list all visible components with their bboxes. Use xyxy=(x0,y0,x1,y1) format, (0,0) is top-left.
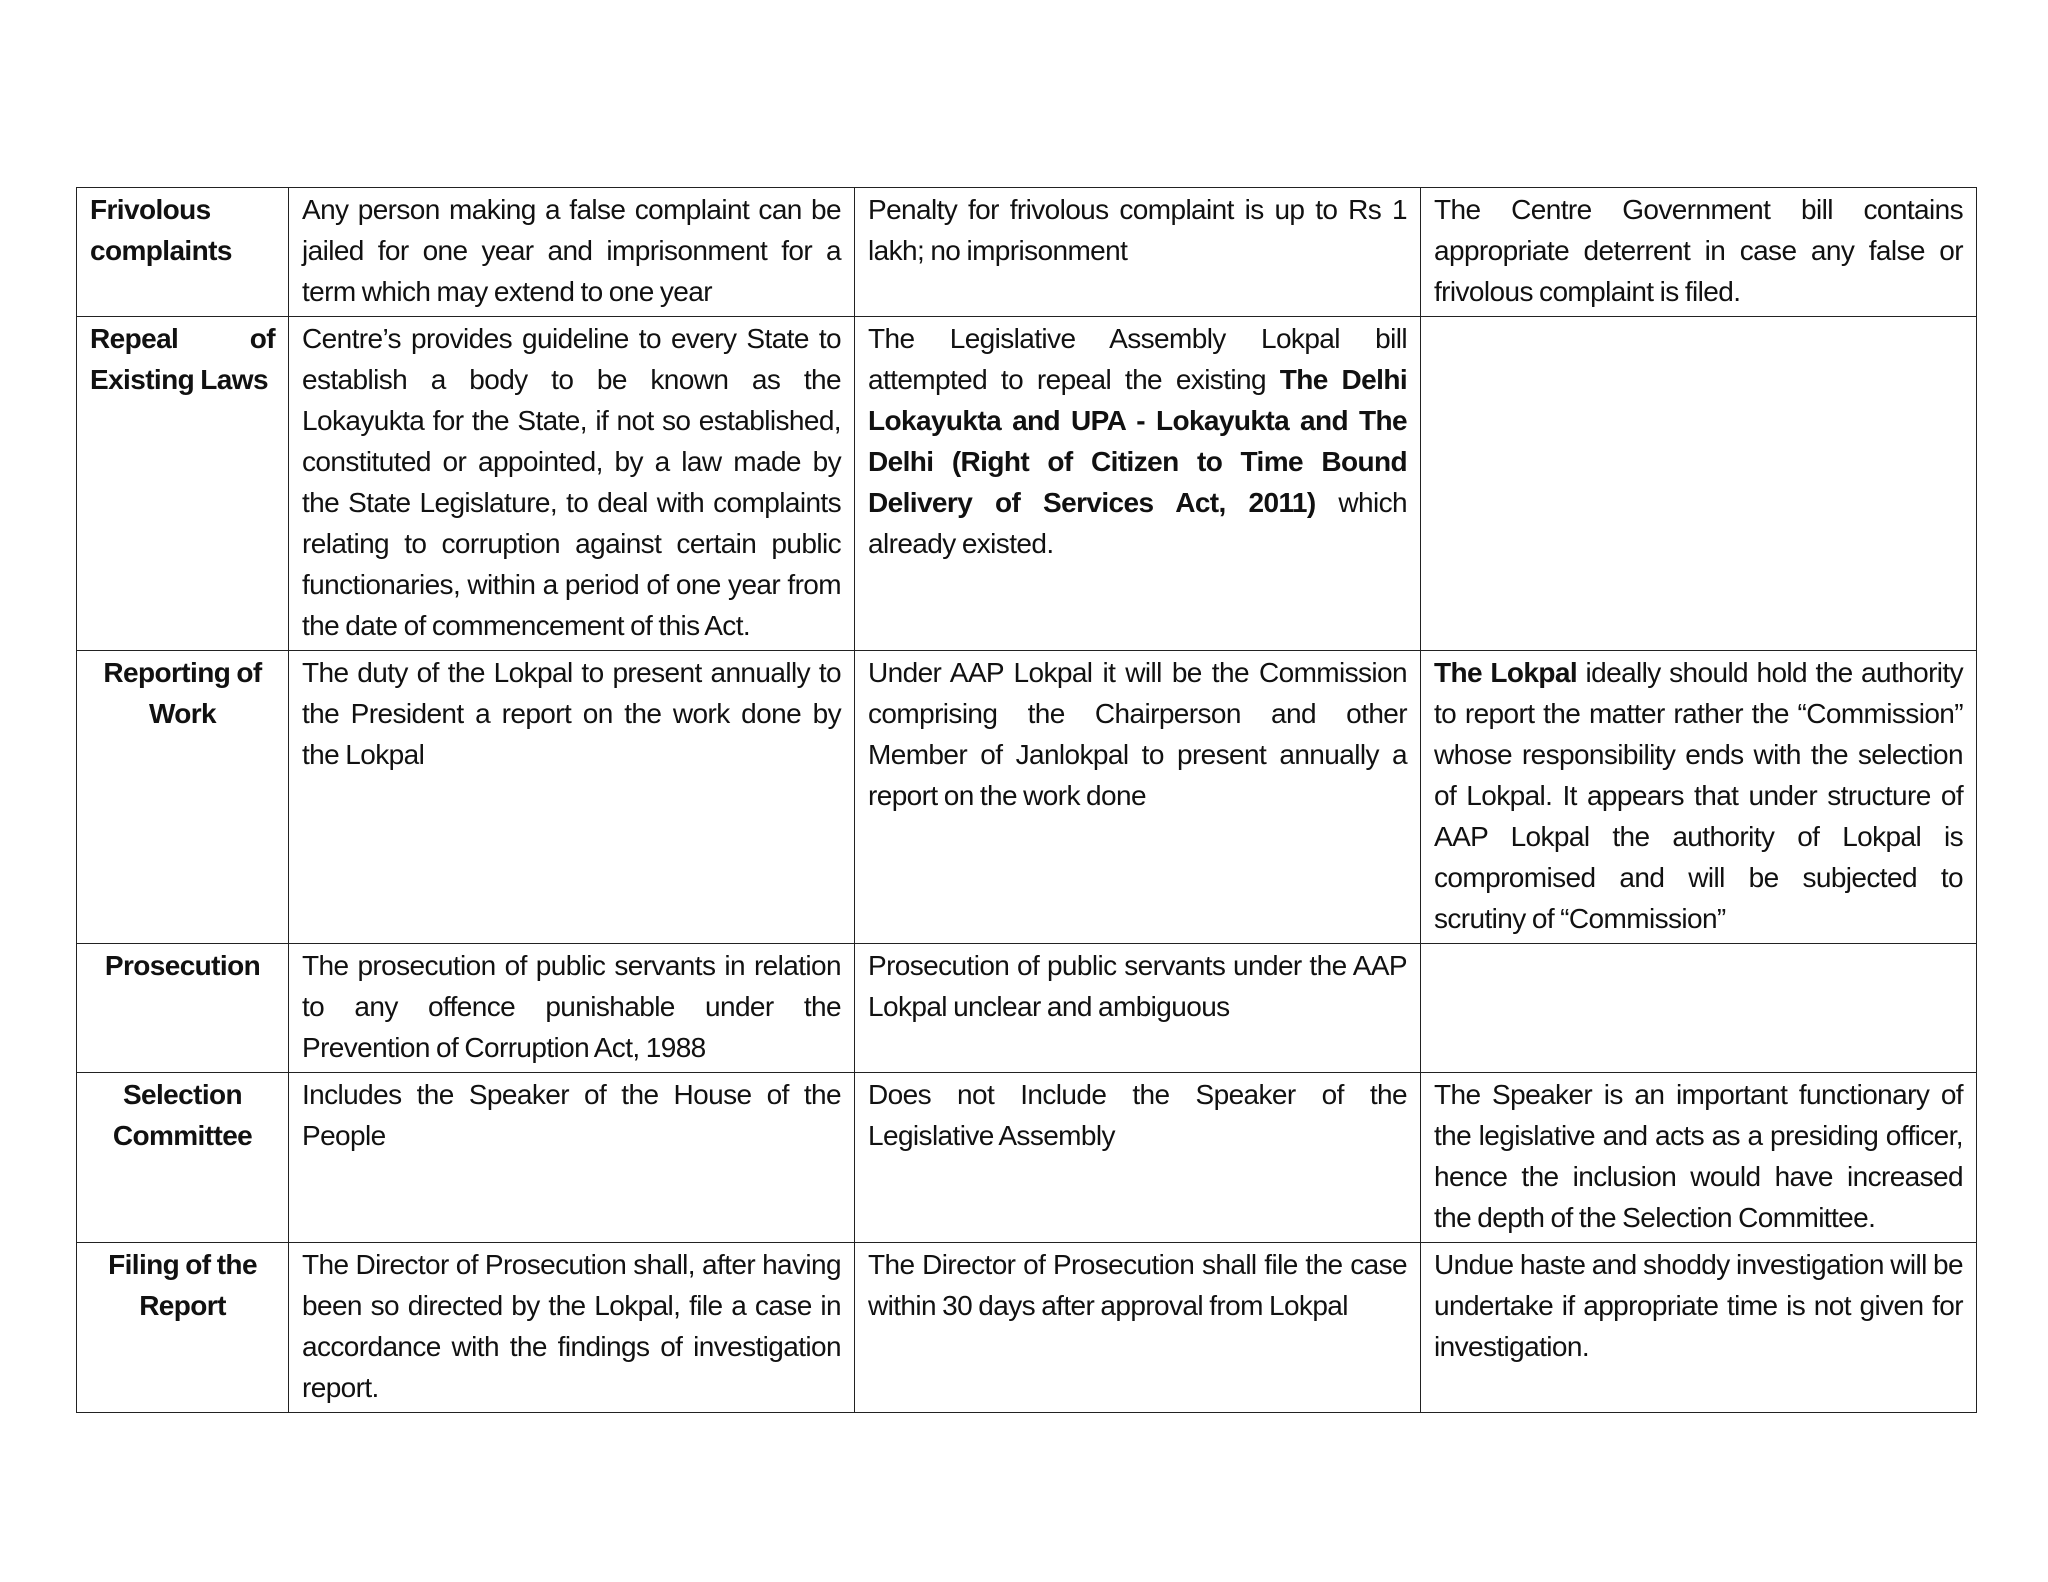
row-topic-cell xyxy=(77,317,289,651)
cell-bold-text: The Delhi Lokayukta and UPA - Lokayukta and The Delhi (Right of Citizen to Time Bound Delivery of Services Act, 2011) xyxy=(868,364,1407,518)
aap-bill-cell: The Director of Prosecution shall file the case within 30 days after approval from Lokpal xyxy=(855,1243,1421,1413)
central-bill-cell: The prosecution of public servants in relation to any offence punishable under the Prevention of Corruption Act, 1988 xyxy=(289,944,855,1073)
central-bill-cell: Includes the Speaker of the House of the People xyxy=(289,1073,855,1243)
table-row xyxy=(77,188,1977,317)
row-topic-cell: Selection Committee xyxy=(77,1073,289,1243)
topic-word: Repeal xyxy=(90,323,179,354)
remarks-cell: Undue haste and shoddy investigation will be undertake if appropriate time is not given for investigation. xyxy=(1421,1243,1977,1413)
topic-line xyxy=(90,318,275,359)
central-bill-cell: Centre’s provides guideline to every State to establish a body to be known as the Lokayukta for the State, if not so established, constituted or appointed, by a law made by the State Legislature, to deal with complaints relating to corruption against certain public functionaries, within a period of one year from the date of commencement of this Act. xyxy=(289,317,855,651)
table-row xyxy=(77,317,1977,651)
aap-bill-cell: Prosecution of public servants under the AAP Lokpal unclear and ambiguous xyxy=(855,944,1421,1073)
central-bill-cell: The duty of the Lokpal to present annually to the President a report on the work done by the Lokpal xyxy=(289,651,855,944)
aap-bill-cell: Does not Include the Speaker of the Legislative Assembly xyxy=(855,1073,1421,1243)
table-row xyxy=(77,944,1977,1073)
row-topic-cell: Filing of the Report xyxy=(77,1243,289,1413)
aap-bill-cell: Under AAP Lokpal it will be the Commission comprising the Chairperson and other Member of Janlokpal to present annually a report on the work done xyxy=(855,651,1421,944)
central-bill-cell: The Director of Prosecution shall, after having been so directed by the Lokpal, file a case in accordance with the findings of investigation report. xyxy=(289,1243,855,1413)
comparison-table xyxy=(76,187,1977,1413)
cell-bold-text: The Lokpal xyxy=(1434,657,1578,688)
remarks-cell xyxy=(1421,317,1977,651)
table-row xyxy=(77,1243,1977,1413)
row-topic-cell: Reporting of Work xyxy=(77,651,289,944)
topic-line: Existing Laws xyxy=(90,364,268,395)
aap-bill-cell xyxy=(855,317,1421,651)
table-row xyxy=(77,651,1977,944)
remarks-cell xyxy=(1421,944,1977,1073)
aap-bill-cell: Penalty for frivolous complaint is up to Rs 1 lakh; no imprisonment xyxy=(855,188,1421,317)
row-topic-cell: Frivolous complaints xyxy=(77,188,289,317)
cell-text: The Legislative Assembly Lokpal bill attempted to repeal the existing xyxy=(868,323,1407,395)
remarks-cell: The Speaker is an important functionary of the legislative and acts as a presiding officer, hence the inclusion would have increased the depth of the Selection Committee. xyxy=(1421,1073,1977,1243)
central-bill-cell: Any person making a false complaint can be jailed for one year and imprisonment for a term which may extend to one year xyxy=(289,188,855,317)
remarks-cell xyxy=(1421,651,1977,944)
table-row xyxy=(77,1073,1977,1243)
topic-word: of xyxy=(249,323,275,354)
cell-text: which already existed. xyxy=(868,487,1407,559)
remarks-cell: The Centre Government bill contains appropriate deterrent in case any false or frivolous complaint is filed. xyxy=(1421,188,1977,317)
cell-text: ideally should hold the authority to report the matter rather the “Commission” whose responsibility ends with the selection of Lokpal. It appears that under structure of AAP Lokpal the authority of Lokpal is compromised and will be subjected to scrutiny of “Commission” xyxy=(1434,657,1964,934)
row-topic-cell: Prosecution xyxy=(77,944,289,1073)
